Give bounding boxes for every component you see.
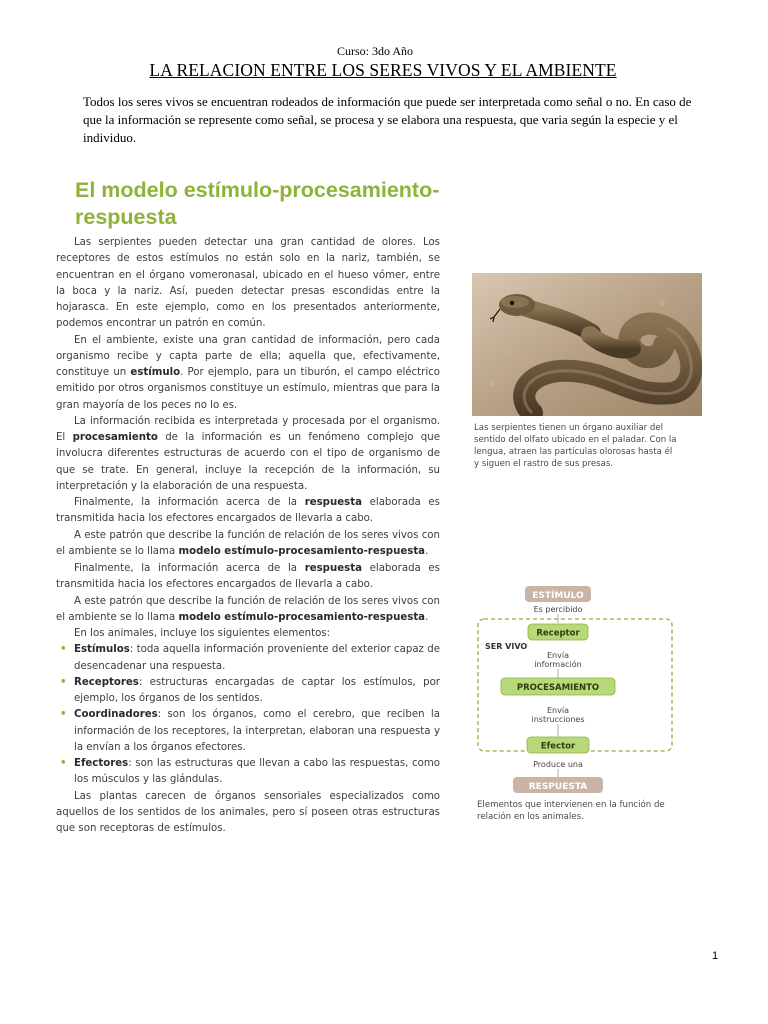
- list-item: [56, 707, 440, 756]
- envia-informacion-label-2: información: [534, 660, 582, 669]
- stimulus-response-diagram: [475, 584, 675, 799]
- page-number: 1: [712, 950, 719, 962]
- list-item: [56, 642, 440, 675]
- diagram-caption: Elementos que intervienen en la función de relación en los animales.: [477, 800, 665, 822]
- text-run: En el ambiente, existe una gran cantidad de información, pero cada organismo recibe y capta parte de ella; aquella que, efectivamente, constituye un: [56, 334, 440, 378]
- text-run: : toda aquella información proveniente del exterior capaz de desencadenar una respuesta.: [74, 644, 440, 672]
- efector-label: Efector: [540, 741, 576, 752]
- text-run: .: [425, 545, 429, 557]
- snake-illustration: [472, 273, 702, 416]
- course-label: Curso: 3do Año: [336, 44, 413, 58]
- respuesta-label: RESPUESTA: [528, 782, 588, 792]
- term-respuesta: respuesta: [304, 563, 362, 574]
- text-run: de la información es un fenómeno complejo que involucra diferentes estructuras de acuerdo con el tipo de organismo de que se trate. En general, incluye la recepción de la información, su interpretación y la elaboración de una respuesta.: [56, 432, 441, 492]
- text-run: Finalmente, la información acerca de la: [74, 497, 305, 508]
- paragraph-serpientes: Las serpientes pueden detectar una gran cantidad de olores. Los receptores de estos estímulos no están solo en la nariz, también, se encuentran en el órgano vomeronasal, ubicado en el hueso vómer, entre la boca y la nariz. Así, pueden detectar presas escondidas entre la hojarasca. En este ejemplo, como en los presentados anteriormente, podemos encontrar un patrón en común.: [56, 237, 440, 330]
- text-run: : son los órganos, como el cerebro, que reciben la información de los receptores, la interpretan, elaboran una respuesta y la envían a los órganos efectores.: [74, 709, 440, 753]
- paragraph-modelo: [56, 528, 440, 561]
- paragraph-estimulo: [56, 333, 440, 414]
- text-run: . Por ejemplo, para un tiburón, el campo eléctrico emitido por otros organismos constituye un estímulo, mientras que para la gran mayoría de los peces no lo es.: [56, 367, 441, 411]
- term-respuesta: respuesta: [304, 497, 362, 508]
- procesamiento-label: PROCESAMIENTO: [516, 683, 600, 693]
- snake-photo: [472, 273, 702, 416]
- ser-vivo-label: SER VIVO: [485, 642, 528, 651]
- term-estimulo: estímulo: [130, 367, 181, 378]
- bullet-icon: •: [60, 709, 67, 721]
- intro-paragraph: Todos los seres vivos se encuentran rodeados de información que puede ser interpretada como señal o no. En caso de que la información se represente como señal, se procesa y se elabora una respuesta, que varia según la especie y el individuo.: [83, 94, 692, 145]
- section-title: El modelo estímulo-procesamiento-respuesta: [75, 178, 440, 229]
- snake-caption: Las serpientes tienen un órgano auxiliar del sentido del olfato ubicado en el paladar. Con la lengua, atraen las partículas olorosas hasta él y siguen el rastro de sus presas.: [474, 423, 677, 470]
- list-item: [56, 756, 440, 789]
- term-procesamiento: procesamiento: [72, 432, 158, 443]
- term-modelo: modelo estímulo-procesamiento-respuesta: [178, 545, 426, 557]
- paragraph-respuesta-repeat: [56, 561, 440, 594]
- paragraph-modelo-repeat: [56, 594, 440, 627]
- receptor-label: Receptor: [536, 628, 580, 639]
- bullet-icon: •: [60, 758, 67, 769]
- document-title: LA RELACION ENTRE LOS SERES VIVOS Y EL AMBIENTE: [149, 60, 617, 80]
- paragraph-respuesta: [56, 495, 440, 528]
- text-run: A este patrón que describe la función de relación de los seres vivos con el ambiente se lo llama: [56, 595, 440, 623]
- paragraph-elementos-intro: En los animales, incluye los siguientes elementos:: [74, 628, 331, 639]
- list-item: [56, 675, 440, 708]
- text-run: A este patrón que describe la función de relación de los seres vivos con el ambiente se lo llama: [56, 529, 440, 557]
- produce-una-label: Produce una: [533, 760, 583, 769]
- envia-instrucciones-label: Envía: [547, 706, 569, 715]
- paragraph-procesamiento: [56, 414, 440, 495]
- envia-instrucciones-label-2: instrucciones: [531, 715, 585, 724]
- bullet-icon: •: [60, 676, 67, 688]
- bullet-icon: •: [60, 644, 67, 656]
- term-modelo: modelo estímulo-procesamiento-respuesta: [178, 611, 426, 623]
- es-percibido-label: Es percibido: [533, 605, 583, 614]
- text-run: elaborada es transmitida hacia los efectores encargados de llevarla a cabo.: [56, 497, 440, 525]
- text-run: : son las estructuras que llevan a cabo las respuestas, como los músculos y las glándulas.: [74, 758, 440, 786]
- paragraph-plantas: Las plantas carecen de órganos sensoriales especializados como aquellos de los sentidos de los animales, pero sí poseen otras estructuras que son receptoras de estímulos.: [56, 790, 440, 834]
- envia-informacion-label: Envía: [547, 651, 569, 660]
- text-run: .: [425, 611, 429, 623]
- text-run: : estructuras encargadas de captar los estímulos, por ejemplo, los órganos de los sentidos.: [74, 676, 440, 704]
- text-run: La información recibida es interpretada y procesada por el organismo. El: [56, 415, 440, 443]
- estimulo-label: ESTÍMULO: [532, 591, 584, 601]
- term-estimulos: Estímulos: [74, 644, 130, 656]
- text-run: elaborada es transmitida hacia los efectores encargados de llevarla a cabo.: [56, 563, 440, 591]
- elements-list: [56, 642, 440, 788]
- diagram-svg: [475, 584, 675, 799]
- term-receptores: Receptores: [74, 676, 139, 688]
- term-coordinadores: Coordinadores: [74, 709, 158, 721]
- text-run: Finalmente, la información acerca de la: [74, 563, 305, 574]
- term-efectores: Efectores: [74, 758, 129, 769]
- body-text-column: [56, 235, 440, 837]
